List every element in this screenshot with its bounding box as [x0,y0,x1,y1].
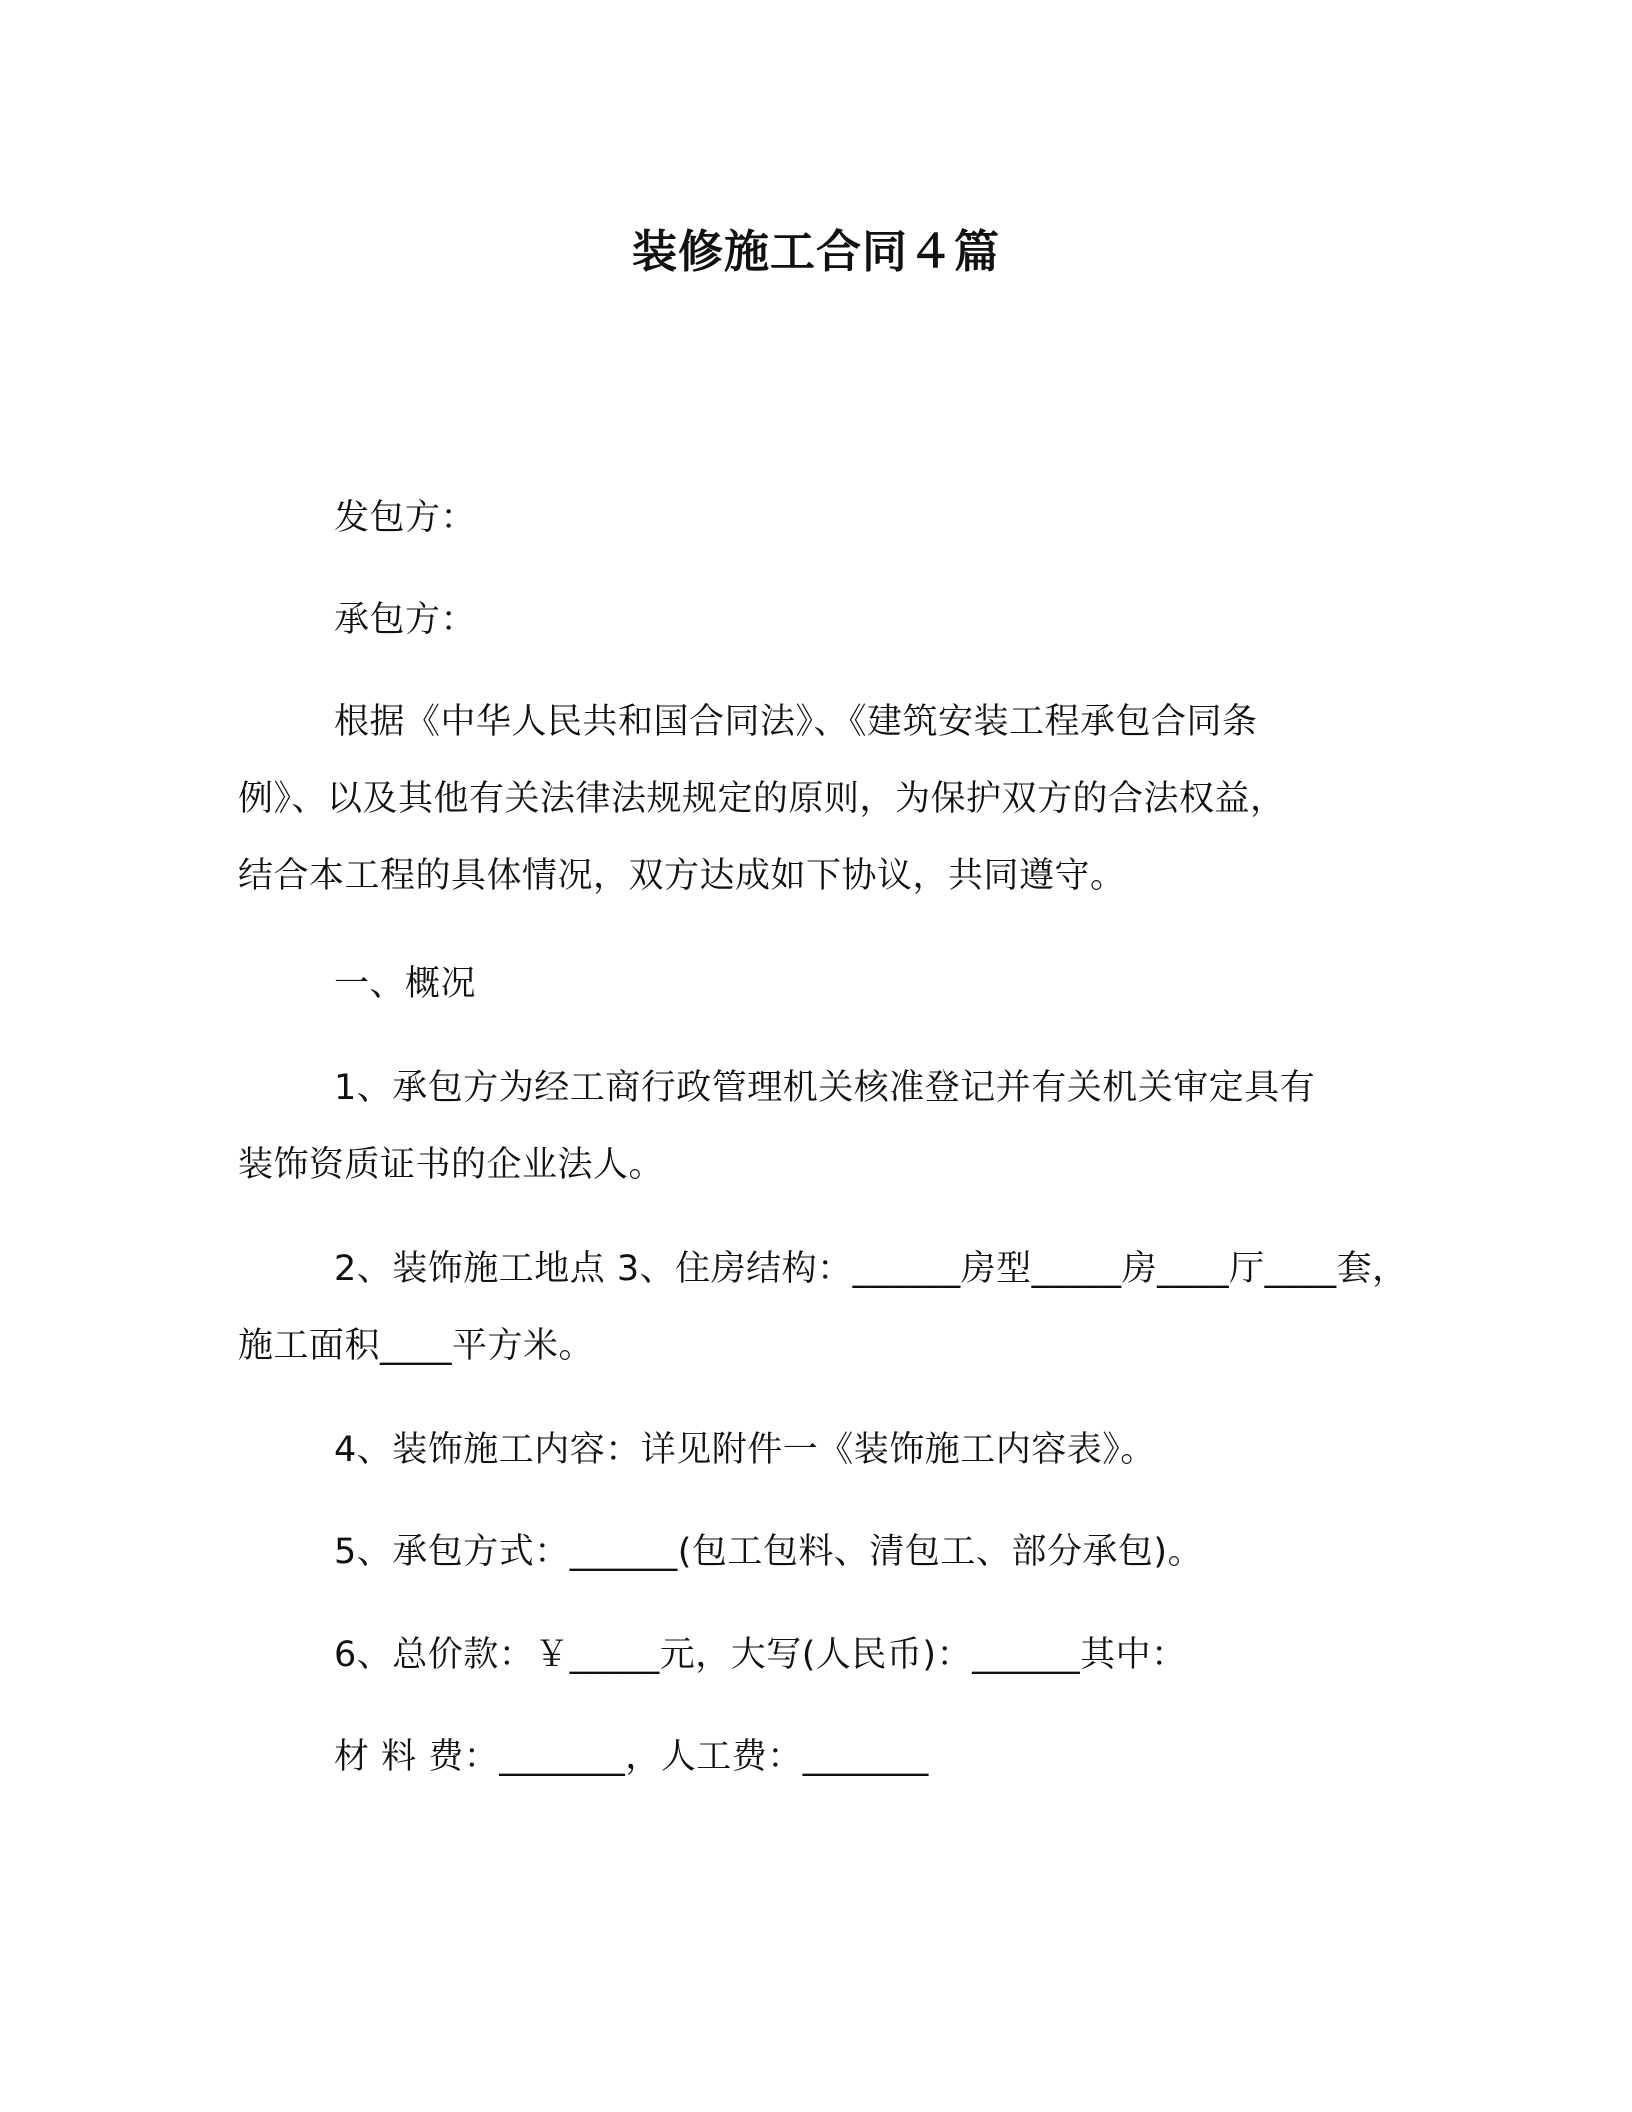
clause-1-line-2: 装饰资质证书的企业法人。 [238,1145,665,1185]
clause-1-line-1: 1、承包方为经工商行政管理机关核准登记并有关机关审定具有 [334,1068,1316,1108]
preamble-line-2: 例》、以及其他有关法律法规规定的原则，为保护双方的合法权益， [238,779,1286,819]
party-b-line: 承包方： [334,600,477,640]
clause-6-line: 6、总价款：￥_____元，大写(人民币)：______其中： [334,1635,1187,1675]
clause-4-line: 4、装饰施工内容：详见附件一《装饰施工内容表》。 [334,1430,1156,1470]
document-title: 装修施工合同４篇 [631,225,1000,278]
clause-2-line-1: 2、装饰施工地点 3、住房结构：______房型_____房____厅____套， [334,1249,1408,1289]
clause-5-line: 5、承包方式：______(包工包料、清包工、部分承包)。 [334,1532,1204,1572]
clause-2-line-2: 施工面积____平方米。 [238,1326,595,1366]
preamble-line-3: 结合本工程的具体情况，双方达成如下协议，共同遵守。 [238,856,1126,896]
preamble-line-1: 根据《中华人民共和国合同法》、《建筑安装工程承包合同条 [334,702,1258,742]
section-heading-overview: 一、概况 [334,964,477,1004]
cost-breakdown-line: 材 料 费：_______，人工费：_______ [334,1737,929,1777]
party-a-line: 发包方： [334,498,477,538]
